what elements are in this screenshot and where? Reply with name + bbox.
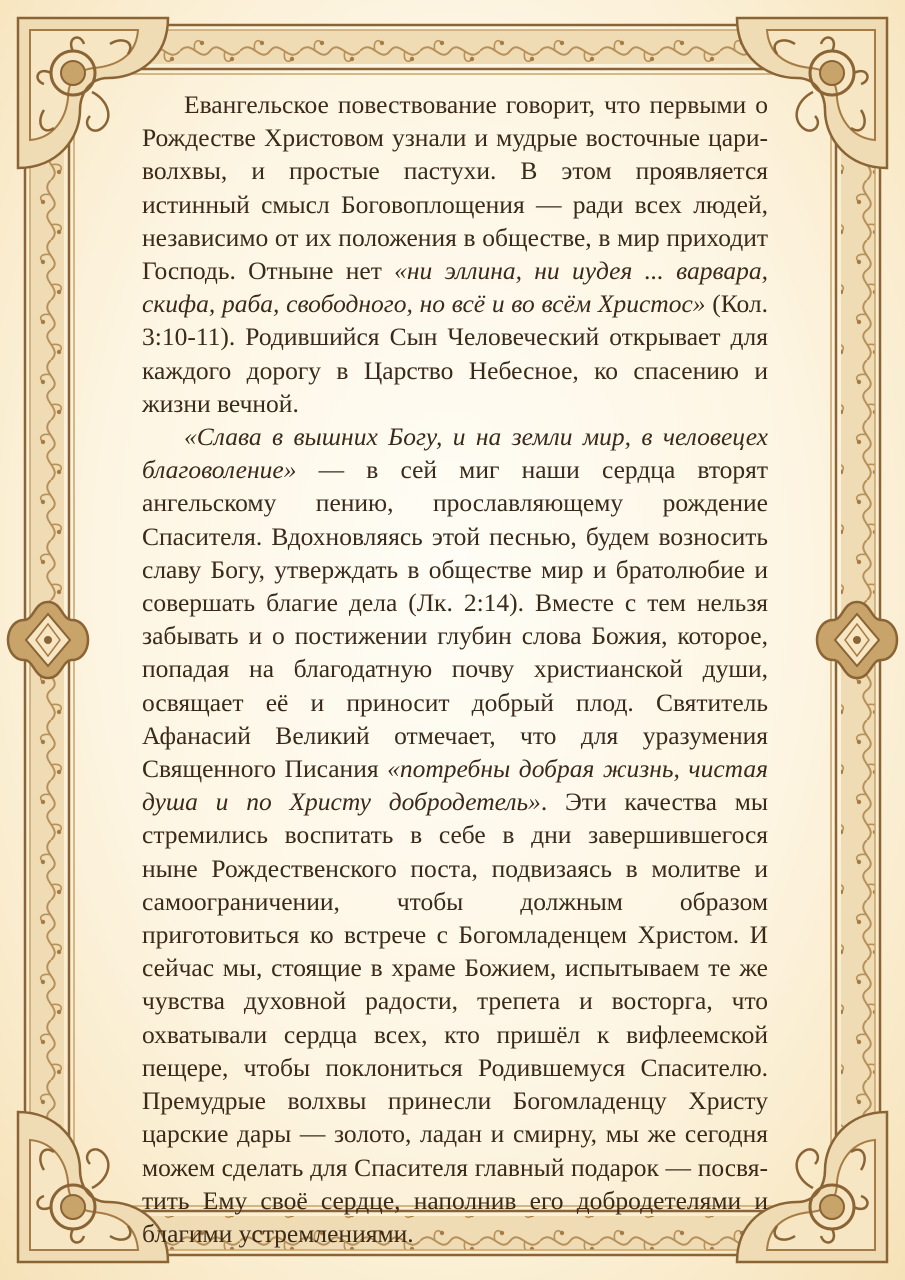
body-text: (Кол. 3:10-11). Родившийся Сын Человеческий открывает для каждого дорогу в Царство Небесное, ко спасению и жизни вечной. bbox=[142, 289, 768, 418]
paragraph-1 bbox=[142, 88, 768, 420]
body-text: Евангельское повествование говорит, что первыми о Рождестве Христовом узнали и мудрые восточные цари-волхвы, и простые пастухи. В этом проявляется истинный смысл Боговоплощения — ради всех людей, независимо от их положения в обществе, в мир приходит Господь. Отныне нет bbox=[142, 90, 768, 286]
scripture-quote: «потребны добрая жизнь, чистая душа и по Христу добродетель» bbox=[142, 754, 768, 817]
body-text: — в сей миг наши сердца вторят ангельскому пению, прославляющему рождение Спасителя. Вдохновляясь этой песнью, будем возносить славу Богу, утверждать в обществе мир и братолюбие и совершать благие дела (Лк. 2:14). Вместе с тем нельзя забывать и о постижении глубин слова Божия, которое, попадая на благодатную почву христианской души, освящает её и приносит добрый плод. Святитель Афанасий Великий отмечает, что для уразумения Священного Писания bbox=[142, 455, 768, 784]
scripture-quote: «ни эллина, ни иудея ... варвара, скифа, раба, свободного, но всё и во всём Христос» bbox=[142, 256, 768, 319]
sermon-text bbox=[142, 88, 768, 1248]
paragraph-2 bbox=[142, 420, 768, 1250]
scripture-quote: «Слава в вышних Богу, и на земли мир, в человецех благоволение» bbox=[142, 422, 768, 485]
body-text: . Эти качества мы стремились воспитать в себе в дни завершившегося ныне Рождественского поста, подвизаясь в молитве и самоограничении, чтобы должным образом приготовиться ко встрече с Богомладенцем Христом. И сейчас мы, стоящие в храме Божием, испытываем те же чувства духовной радости, трепета и восторга, что охватывали сердца всех, кто пришёл к вифлеемской пещере, чтобы поклониться Родившемуся Спасителю. Премудрые волхвы принесли Богомладенцу Христу царские дары — золото, ладан и смирну, мы же сегодня можем сделать для Спасителя главный подарок — посвятить Ему своё сердце, наполнив его добродетелями и благими устремлениями. bbox=[142, 787, 768, 1248]
